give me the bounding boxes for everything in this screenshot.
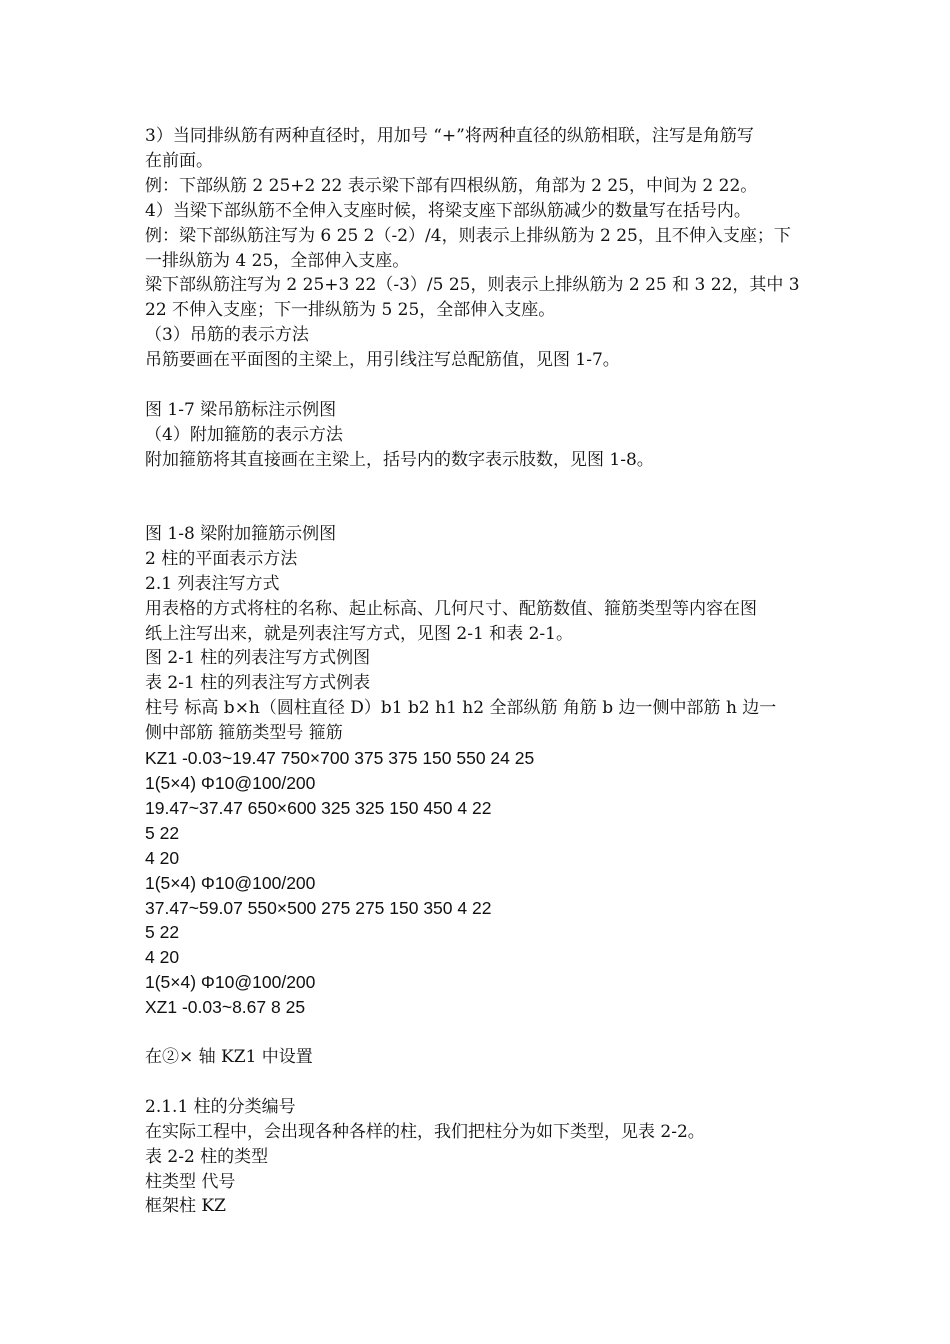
table-row: 19.47~37.47 650×600 325 325 150 450 4 22 <box>145 798 492 818</box>
figure-caption: 图 1-8 梁附加箍筋示例图 <box>145 524 337 544</box>
text-line: 吊筋要画在平面图的主梁上，用引线注写总配筋值，见图 1-7。 <box>145 350 620 370</box>
text-line: 纸上注写出来，就是列表注写方式，见图 2-1 和表 2-1。 <box>145 624 573 644</box>
table-row: KZ1 -0.03~19.47 750×700 375 375 150 550 24 25 <box>145 748 535 768</box>
text-line: 3）当同排纵筋有两种直径时，用加号 “+”将两种直径的纵筋相联，注写是角筋写 <box>145 126 754 146</box>
table-row: 5 22 <box>145 823 180 843</box>
text-line: 例：梁下部纵筋注写为 6 25 2（-2）/4，则表示上排纵筋为 2 25，且不伸入支座；下 <box>145 226 791 246</box>
table-header-line: 侧中部筋 箍筋类型号 箍筋 <box>145 723 343 743</box>
table-header-line: 柱类型 代号 <box>145 1172 236 1192</box>
text-line: 附加箍筋将其直接画在主梁上，括号内的数字表示肢数，见图 1-8。 <box>145 450 654 470</box>
text-line: 在前面。 <box>145 151 213 171</box>
table-row: 1(5×4) Φ10@100/200 <box>145 972 316 992</box>
table-row: 4 20 <box>145 848 180 868</box>
table-caption: 表 2-1 柱的列表注写方式例表 <box>145 673 371 693</box>
text-line: 22 不伸入支座；下一排纵筋为 5 25，全部伸入支座。 <box>145 300 556 320</box>
section-heading: （4）附加箍筋的表示方法 <box>145 425 343 445</box>
table-row: 1(5×4) Φ10@100/200 <box>145 773 316 793</box>
table-row: 5 22 <box>145 922 180 942</box>
table-row: 框架柱 KZ <box>145 1196 226 1216</box>
section-heading: 2 柱的平面表示方法 <box>145 549 298 569</box>
section-heading: （3）吊筋的表示方法 <box>145 325 309 345</box>
text-line: 在②× 轴 KZ1 中设置 <box>145 1047 313 1067</box>
figure-caption: 图 2-1 柱的列表注写方式例图 <box>145 648 371 668</box>
table-row: 4 20 <box>145 947 180 967</box>
section-heading: 2.1.1 柱的分类编号 <box>145 1097 296 1117</box>
table-row: 1(5×4) Φ10@100/200 <box>145 873 316 893</box>
section-heading: 2.1 列表注写方式 <box>145 574 280 594</box>
text-line: 在实际工程中，会出现各种各样的柱，我们把柱分为如下类型，见表 2-2。 <box>145 1122 705 1142</box>
text-line: 梁下部纵筋注写为 2 25+3 22（-3）/5 25，则表示上排纵筋为 2 25 和 3 22，其中 3 <box>145 275 800 295</box>
table-row: 37.47~59.07 550×500 275 275 150 350 4 22 <box>145 898 492 918</box>
figure-caption: 图 1-7 梁吊筋标注示例图 <box>145 400 337 420</box>
text-line: 4）当梁下部纵筋不全伸入支座时候，将梁支座下部纵筋减少的数量写在括号内。 <box>145 201 751 221</box>
text-line: 例：下部纵筋 2 25+2 22 表示梁下部有四根纵筋，角部为 2 25，中间为 2 22。 <box>145 176 758 196</box>
text-line: 一排纵筋为 4 25，全部伸入支座。 <box>145 251 410 271</box>
table-row: XZ1 -0.03~8.67 8 25 <box>145 997 306 1017</box>
table-header-line: 柱号 标高 b×h（圆柱直径 D）b1 b2 h1 h2 全部纵筋 角筋 b 边一侧中部筋 h 边一 <box>145 698 777 718</box>
text-line: 用表格的方式将柱的名称、起止标高、几何尺寸、配筋数值、箍筋类型等内容在图 <box>145 599 757 619</box>
table-caption: 表 2-2 柱的类型 <box>145 1147 269 1167</box>
